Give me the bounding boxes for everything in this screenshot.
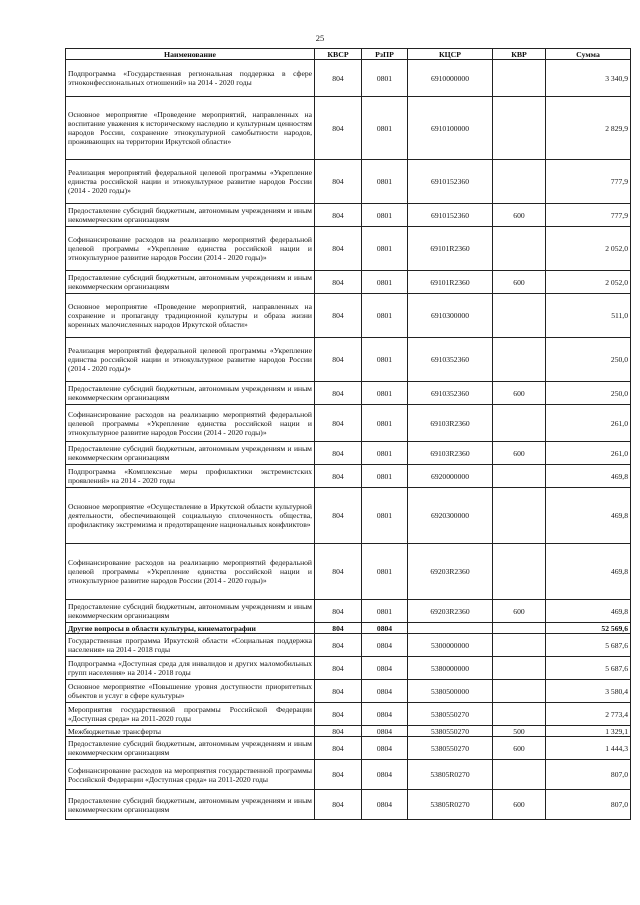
table-row (66, 623, 631, 634)
table-row (66, 442, 631, 465)
cell-sum: 807,0 (546, 790, 631, 820)
cell-kvsr: 804 (315, 657, 362, 680)
cell-rzpr: 0804 (362, 760, 408, 790)
cell-kvsr: 804 (315, 160, 362, 204)
cell-name: Предоставление субсидий бюджетным, автономным учреждениям и иным некоммерческим организациям (66, 600, 315, 623)
cell-rzpr: 0801 (362, 382, 408, 405)
cell-rzpr: 0801 (362, 544, 408, 600)
cell-name: Межбюджетные трансферты (66, 726, 315, 737)
cell-kcsr: 6910152360 (408, 204, 493, 227)
cell-kvr: 600 (493, 790, 546, 820)
cell-rzpr: 0801 (362, 227, 408, 271)
cell-kvr (493, 703, 546, 726)
cell-kvr (493, 544, 546, 600)
cell-name: Основное мероприятие «Осуществление в Иркутской области культурной деятельности, обеспечивающей социальную сплоченность общества, профилактику экстремизма и предотвращение национальных конфликтов» (66, 488, 315, 544)
cell-kvsr: 804 (315, 60, 362, 97)
cell-name: Мероприятия государственной программы Российской Федерации «Доступная среда» на 2011-2020 годы (66, 703, 315, 726)
cell-kvsr: 804 (315, 97, 362, 160)
cell-rzpr: 0801 (362, 442, 408, 465)
cell-kcsr: 5300000000 (408, 634, 493, 657)
table-row (66, 760, 631, 790)
cell-kvr (493, 760, 546, 790)
cell-kvsr: 804 (315, 465, 362, 488)
cell-kvr (493, 465, 546, 488)
cell-rzpr: 0804 (362, 703, 408, 726)
cell-kvr: 600 (493, 204, 546, 227)
table-row (66, 544, 631, 600)
cell-kvsr: 804 (315, 726, 362, 737)
cell-sum: 469,8 (546, 465, 631, 488)
cell-kvsr: 804 (315, 623, 362, 634)
cell-rzpr: 0801 (362, 488, 408, 544)
cell-kvr: 600 (493, 382, 546, 405)
cell-rzpr: 0804 (362, 790, 408, 820)
cell-kvsr: 804 (315, 703, 362, 726)
table-row (66, 465, 631, 488)
table-row (66, 703, 631, 726)
cell-kcsr: 6910352360 (408, 338, 493, 382)
table-row (66, 382, 631, 405)
table-row (66, 680, 631, 703)
cell-kvsr: 804 (315, 294, 362, 338)
cell-kcsr: 6920300000 (408, 488, 493, 544)
cell-kcsr: 69101R2360 (408, 227, 493, 271)
cell-sum: 469,8 (546, 600, 631, 623)
cell-sum: 261,0 (546, 405, 631, 442)
cell-rzpr: 0801 (362, 294, 408, 338)
cell-name: Предоставление субсидий бюджетным, автономным учреждениям и иным некоммерческим организациям (66, 204, 315, 227)
cell-sum: 3 340,9 (546, 60, 631, 97)
cell-name: Реализация мероприятий федеральной целевой программы «Укрепление единства российской нации и этнокультурное развитие народов России (2014 - 2020 годы)» (66, 160, 315, 204)
cell-kvsr: 804 (315, 790, 362, 820)
cell-kvr (493, 405, 546, 442)
cell-kvsr: 804 (315, 544, 362, 600)
cell-kvr: 600 (493, 442, 546, 465)
cell-kcsr: 6920000000 (408, 465, 493, 488)
table-row (66, 726, 631, 737)
cell-kvr (493, 488, 546, 544)
table-header (66, 49, 631, 60)
cell-name: Подпрограмма «Доступная среда для инвалидов и других маломобильных групп населения» на 2014 - 2018 годы (66, 657, 315, 680)
header-name: Наименование (66, 49, 315, 60)
cell-sum: 777,9 (546, 204, 631, 227)
cell-kcsr: 53805R0270 (408, 760, 493, 790)
header-kvr: КВР (493, 49, 546, 60)
cell-rzpr: 0801 (362, 271, 408, 294)
cell-kcsr: 69203R2360 (408, 544, 493, 600)
cell-rzpr: 0801 (362, 60, 408, 97)
cell-kvr (493, 227, 546, 271)
cell-kcsr: 69103R2360 (408, 442, 493, 465)
cell-kcsr: 69203R2360 (408, 600, 493, 623)
cell-kvsr: 804 (315, 488, 362, 544)
table-row (66, 227, 631, 271)
cell-kvsr: 804 (315, 600, 362, 623)
cell-kvr: 600 (493, 737, 546, 760)
cell-rzpr: 0804 (362, 657, 408, 680)
cell-sum: 2 052,0 (546, 271, 631, 294)
cell-kcsr: 5380550270 (408, 737, 493, 760)
table-row (66, 790, 631, 820)
cell-name: Основное мероприятие «Проведение мероприятий, направленных на сохранение и пропаганду традиционной культуры и образа жизни коренных малочисленных народов Иркутской области» (66, 294, 315, 338)
cell-name: Подпрограмма «Комплексные меры профилактики экстремистских проявлений» на 2014 - 2020 годы (66, 465, 315, 488)
cell-sum: 250,0 (546, 338, 631, 382)
table-body (66, 60, 631, 820)
cell-kvr (493, 634, 546, 657)
cell-rzpr: 0801 (362, 160, 408, 204)
header-row (66, 49, 631, 60)
cell-kvr (493, 680, 546, 703)
cell-kvr (493, 623, 546, 634)
cell-kcsr: 69103R2360 (408, 405, 493, 442)
page-number: 25 (315, 33, 325, 43)
cell-kcsr: 53805R0270 (408, 790, 493, 820)
cell-rzpr: 0804 (362, 726, 408, 737)
table-row (66, 204, 631, 227)
cell-rzpr: 0804 (362, 634, 408, 657)
table-row (66, 405, 631, 442)
cell-kvr (493, 97, 546, 160)
cell-rzpr: 0804 (362, 680, 408, 703)
cell-sum: 5 687,6 (546, 657, 631, 680)
cell-kvsr: 804 (315, 737, 362, 760)
cell-sum: 469,8 (546, 544, 631, 600)
cell-name: Софинансирование расходов на реализацию мероприятий федеральной целевой программы «Укрепление единства российской нации и этнокультурное развитие народов России (2014 - 2020 годы)» (66, 227, 315, 271)
cell-rzpr: 0801 (362, 204, 408, 227)
cell-kvr: 600 (493, 600, 546, 623)
cell-sum: 2 773,4 (546, 703, 631, 726)
table-row (66, 271, 631, 294)
cell-kvsr: 804 (315, 760, 362, 790)
cell-kvsr: 804 (315, 634, 362, 657)
cell-sum: 511,0 (546, 294, 631, 338)
cell-kvsr: 804 (315, 271, 362, 294)
cell-sum: 261,0 (546, 442, 631, 465)
cell-kcsr (408, 623, 493, 634)
cell-kcsr: 5380550270 (408, 726, 493, 737)
table-row (66, 60, 631, 97)
header-rzpr: РзПР (362, 49, 408, 60)
cell-sum: 777,9 (546, 160, 631, 204)
cell-sum: 807,0 (546, 760, 631, 790)
header-sum: Сумма (546, 49, 631, 60)
cell-name: Государственная программа Иркутской области «Социальная поддержка населения» на 2014 - 2018 годы (66, 634, 315, 657)
cell-kcsr: 69101R2360 (408, 271, 493, 294)
cell-kcsr: 6910100000 (408, 97, 493, 160)
cell-rzpr: 0801 (362, 405, 408, 442)
cell-kvsr: 804 (315, 382, 362, 405)
table-row (66, 634, 631, 657)
cell-sum: 3 580,4 (546, 680, 631, 703)
cell-kvr (493, 338, 546, 382)
cell-kvsr: 804 (315, 227, 362, 271)
cell-kvsr: 804 (315, 680, 362, 703)
cell-kcsr: 5380500000 (408, 680, 493, 703)
cell-rzpr: 0804 (362, 623, 408, 634)
cell-kvr: 500 (493, 726, 546, 737)
header-kvsr: КВСР (315, 49, 362, 60)
table-row (66, 600, 631, 623)
cell-sum: 1 444,3 (546, 737, 631, 760)
cell-kcsr: 6910300000 (408, 294, 493, 338)
cell-sum: 2 052,0 (546, 227, 631, 271)
cell-kcsr: 6910000000 (408, 60, 493, 97)
cell-rzpr: 0804 (362, 737, 408, 760)
cell-sum: 1 329,1 (546, 726, 631, 737)
header-kcsr: КЦСР (408, 49, 493, 60)
cell-name: Предоставление субсидий бюджетным, автономным учреждениям и иным некоммерческим организациям (66, 737, 315, 760)
table-row (66, 657, 631, 680)
cell-kvr (493, 60, 546, 97)
cell-name: Другие вопросы в области культуры, кинематографии (66, 623, 315, 634)
cell-name: Основное мероприятие «Повышение уровня доступности приоритетных объектов и услуг в сфере культуры» (66, 680, 315, 703)
cell-kvsr: 804 (315, 442, 362, 465)
cell-rzpr: 0801 (362, 338, 408, 382)
cell-kcsr: 5380550270 (408, 703, 493, 726)
cell-name: Предоставление субсидий бюджетным, автономным учреждениям и иным некоммерческим организациям (66, 790, 315, 820)
cell-name: Предоставление субсидий бюджетным, автономным учреждениям и иным некоммерческим организациям (66, 382, 315, 405)
table-row (66, 294, 631, 338)
table-row (66, 160, 631, 204)
cell-kvr (493, 657, 546, 680)
table-row (66, 97, 631, 160)
cell-name: Основное мероприятие «Проведение мероприятий, направленных на воспитание уважения к историческому наследию и культурным ценностям народов России, сохранение этнокультурной самобытности народов, проживающих на территории Иркутской области» (66, 97, 315, 160)
cell-name: Подпрограмма «Государственная региональная поддержка в сфере этноконфессиональных отношений» на 2014 - 2020 годы (66, 60, 315, 97)
budget-table (65, 48, 631, 820)
cell-name: Предоставление субсидий бюджетным, автономным учреждениям и иным некоммерческим организациям (66, 271, 315, 294)
cell-kvr (493, 160, 546, 204)
table-row (66, 338, 631, 382)
cell-kcsr: 6910152360 (408, 160, 493, 204)
cell-name: Софинансирование расходов на реализацию мероприятий федеральной целевой программы «Укрепление единства российской нации и этнокультурное развитие народов России (2014 - 2020 годы)» (66, 405, 315, 442)
cell-kvr: 600 (493, 271, 546, 294)
cell-sum: 250,0 (546, 382, 631, 405)
cell-kvsr: 804 (315, 204, 362, 227)
cell-kvr (493, 294, 546, 338)
cell-name: Реализация мероприятий федеральной целевой программы «Укрепление единства российской нации и этнокультурное развитие народов России (2014 - 2020 годы)» (66, 338, 315, 382)
cell-rzpr: 0801 (362, 600, 408, 623)
cell-name: Софинансирование расходов на мероприятия государственной программы Российской Федерации «Доступная среда» на 2011-2020 годы (66, 760, 315, 790)
cell-rzpr: 0801 (362, 465, 408, 488)
cell-sum: 52 569,6 (546, 623, 631, 634)
cell-sum: 2 829,9 (546, 97, 631, 160)
cell-kvsr: 804 (315, 405, 362, 442)
table-row (66, 488, 631, 544)
cell-kcsr: 5380000000 (408, 657, 493, 680)
cell-sum: 469,8 (546, 488, 631, 544)
cell-name: Софинансирование расходов на реализацию мероприятий федеральной целевой программы «Укрепление единства российской нации и этнокультурное развитие народов России (2014 - 2020 годы)» (66, 544, 315, 600)
cell-sum: 5 687,6 (546, 634, 631, 657)
cell-name: Предоставление субсидий бюджетным, автономным учреждениям и иным некоммерческим организациям (66, 442, 315, 465)
cell-rzpr: 0801 (362, 97, 408, 160)
cell-kvsr: 804 (315, 338, 362, 382)
table-row (66, 737, 631, 760)
cell-kcsr: 6910352360 (408, 382, 493, 405)
